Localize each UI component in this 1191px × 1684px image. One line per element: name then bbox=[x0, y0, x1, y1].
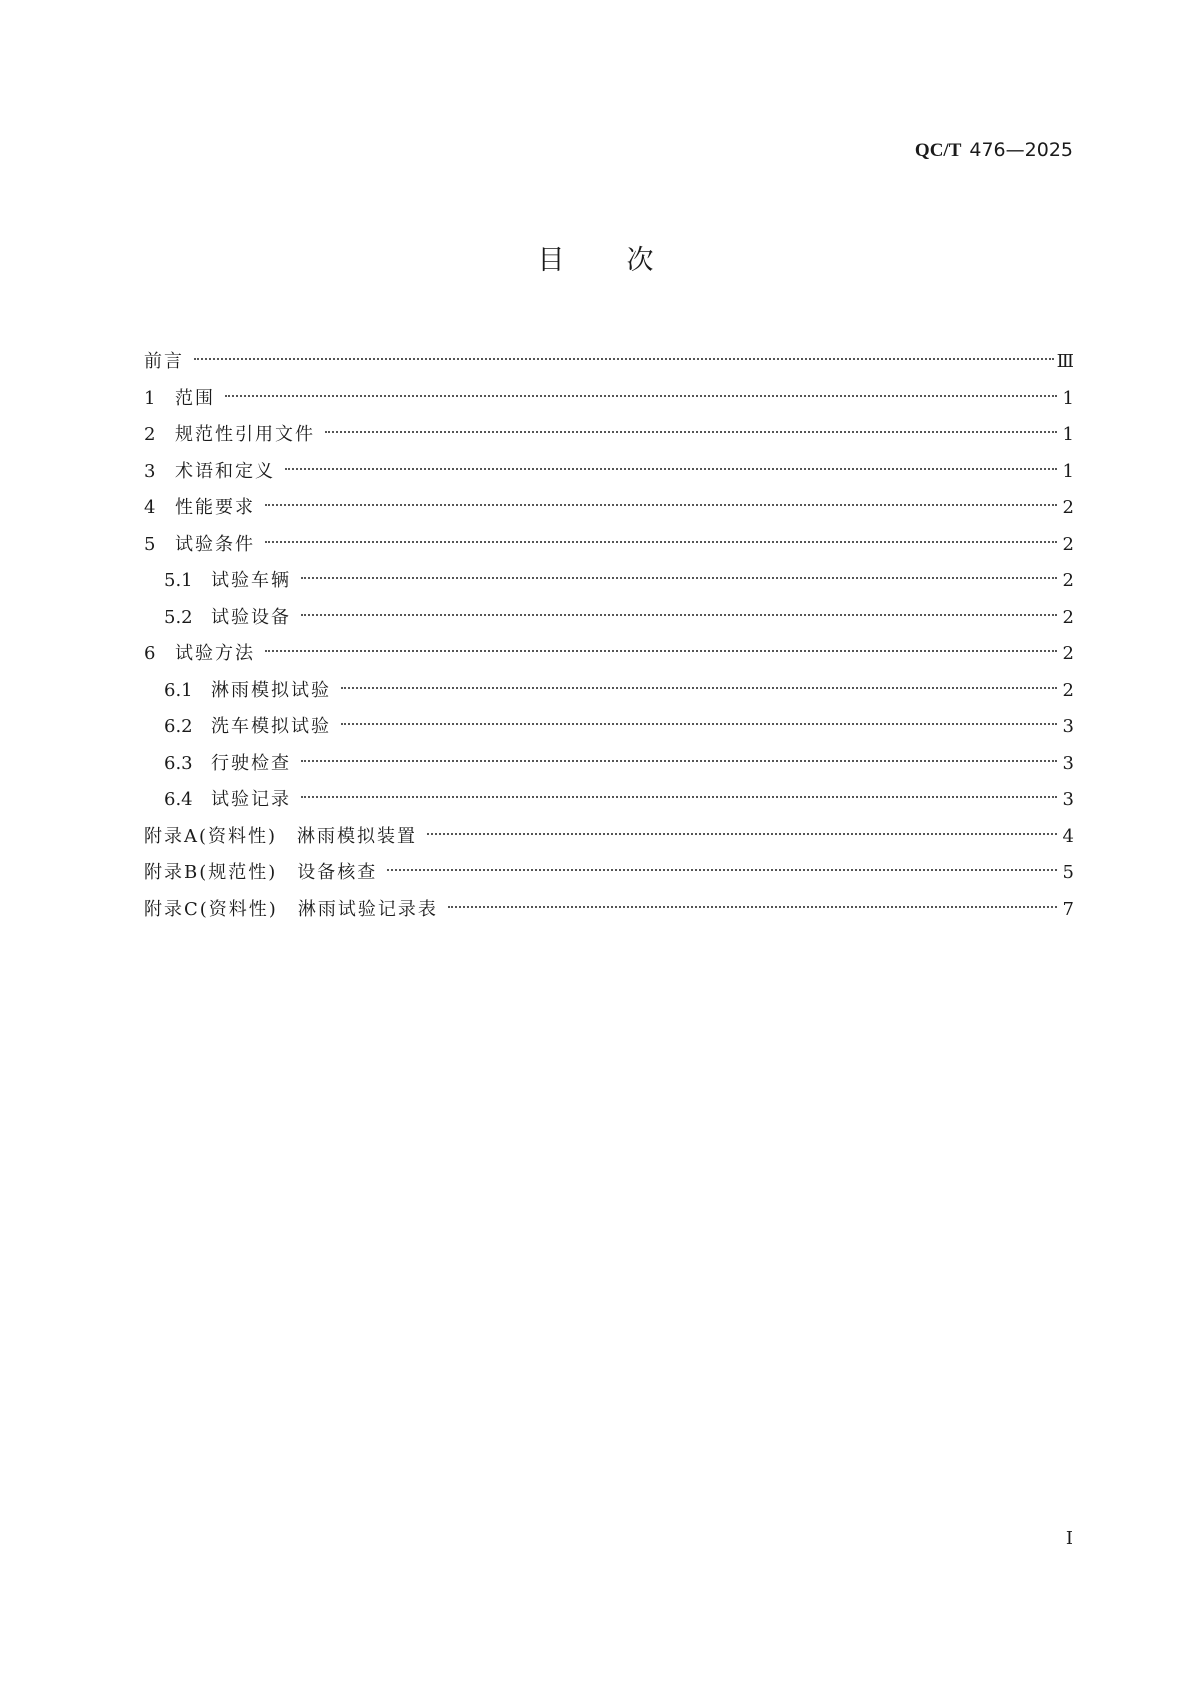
toc-entry[interactable] bbox=[144, 381, 1074, 418]
dot-leader bbox=[387, 869, 1057, 871]
toc-entry-title: 范围 bbox=[175, 387, 215, 409]
toc-entry-title: 洗车模拟试验 bbox=[211, 716, 331, 737]
toc-entry-number: 5.1 bbox=[164, 570, 193, 591]
toc-entry[interactable] bbox=[144, 746, 1074, 783]
toc-entry-title: 试验车辆 bbox=[211, 570, 291, 591]
toc-entry-title: 淋雨模拟试验 bbox=[211, 679, 331, 701]
toc-entry-page: 2 bbox=[1062, 533, 1074, 555]
toc-entry-page: 2 bbox=[1062, 497, 1074, 518]
toc-entry-title: 术语和定义 bbox=[175, 460, 275, 482]
toc-entry-page: 7 bbox=[1062, 898, 1074, 920]
toc-entry[interactable] bbox=[144, 819, 1074, 856]
toc-entry-title: 试验方法 bbox=[175, 643, 255, 664]
toc-entry-title: 附录C(资料性) 淋雨试验记录表 bbox=[144, 898, 438, 920]
dot-leader bbox=[325, 431, 1057, 433]
toc-entry-number: 5.2 bbox=[164, 606, 193, 628]
toc-entry-title: 前言 bbox=[144, 351, 184, 372]
page-number: I bbox=[1065, 1528, 1073, 1549]
dot-leader bbox=[427, 833, 1057, 835]
toc-entry[interactable] bbox=[144, 344, 1074, 381]
toc-entry-title: 规范性引用文件 bbox=[175, 424, 315, 445]
toc-entry-number: 2 bbox=[144, 424, 156, 445]
toc-entry[interactable] bbox=[144, 855, 1074, 892]
dot-leader bbox=[341, 723, 1057, 725]
toc-entry-title: 附录B(规范性) 设备核查 bbox=[144, 862, 378, 883]
toc-entry[interactable] bbox=[144, 892, 1074, 929]
toc-entry-page: 2 bbox=[1062, 606, 1074, 628]
toc-entry-number: 6.3 bbox=[164, 752, 193, 774]
toc-entry-page: 5 bbox=[1062, 862, 1074, 883]
toc-entry-title: 性能要求 bbox=[175, 497, 255, 518]
dot-leader bbox=[301, 796, 1057, 798]
toc-entry-title: 行驶检查 bbox=[211, 752, 291, 774]
toc-entry[interactable] bbox=[144, 454, 1074, 491]
toc-entry-number: 6 bbox=[144, 643, 156, 664]
dot-leader bbox=[225, 395, 1057, 397]
toc-entry-page: 3 bbox=[1062, 716, 1074, 737]
toc-entry[interactable] bbox=[144, 636, 1074, 673]
dot-leader bbox=[301, 577, 1057, 579]
toc-entry-number: 3 bbox=[144, 460, 156, 482]
dot-leader bbox=[265, 504, 1057, 506]
toc-entry[interactable] bbox=[144, 527, 1074, 564]
toc-entry-page: 2 bbox=[1062, 570, 1074, 591]
toc-entry-number: 1 bbox=[144, 387, 156, 409]
toc-entry-title: 试验条件 bbox=[175, 533, 255, 555]
toc-entry[interactable] bbox=[144, 673, 1074, 710]
toc-entry-page: 2 bbox=[1062, 679, 1074, 701]
toc-entry-page: 1 bbox=[1062, 387, 1074, 409]
toc-entry[interactable] bbox=[144, 600, 1074, 637]
standard-code bbox=[915, 138, 1073, 163]
dot-leader bbox=[341, 687, 1057, 689]
toc-entry-page: 3 bbox=[1062, 789, 1074, 810]
toc-entry-number: 4 bbox=[144, 497, 156, 518]
toc-entry-page: 3 bbox=[1062, 752, 1074, 774]
standard-number: 476—2025 bbox=[969, 139, 1073, 161]
dot-leader bbox=[285, 468, 1057, 470]
toc-entry-number: 6.4 bbox=[164, 789, 193, 810]
toc-entry-page: 4 bbox=[1062, 825, 1074, 847]
dot-leader bbox=[194, 358, 1054, 360]
table-of-contents bbox=[144, 344, 1074, 928]
toc-entry-page: Ⅲ bbox=[1056, 351, 1074, 372]
standard-prefix: QC/T bbox=[914, 140, 962, 161]
dot-leader bbox=[301, 614, 1057, 616]
toc-entry-page: 1 bbox=[1062, 424, 1074, 445]
dot-leader bbox=[265, 541, 1057, 543]
toc-entry[interactable] bbox=[144, 782, 1074, 819]
toc-entry[interactable] bbox=[144, 490, 1074, 527]
toc-entry[interactable] bbox=[144, 417, 1074, 454]
toc-entry[interactable] bbox=[144, 563, 1074, 600]
toc-entry-number: 6.1 bbox=[164, 679, 193, 701]
toc-entry-number: 6.2 bbox=[164, 716, 193, 737]
dot-leader bbox=[301, 760, 1057, 762]
toc-entry-number: 5 bbox=[144, 533, 156, 555]
toc-entry-title: 试验设备 bbox=[211, 606, 291, 628]
dot-leader bbox=[448, 906, 1057, 908]
toc-entry-page: 2 bbox=[1062, 643, 1074, 664]
dot-leader bbox=[265, 650, 1057, 652]
page-title: 目次 bbox=[537, 245, 716, 276]
toc-entry[interactable] bbox=[144, 709, 1074, 746]
toc-entry-title: 附录A(资料性) 淋雨模拟装置 bbox=[144, 825, 418, 847]
toc-entry-page: 1 bbox=[1062, 460, 1074, 482]
toc-entry-title: 试验记录 bbox=[211, 789, 291, 810]
